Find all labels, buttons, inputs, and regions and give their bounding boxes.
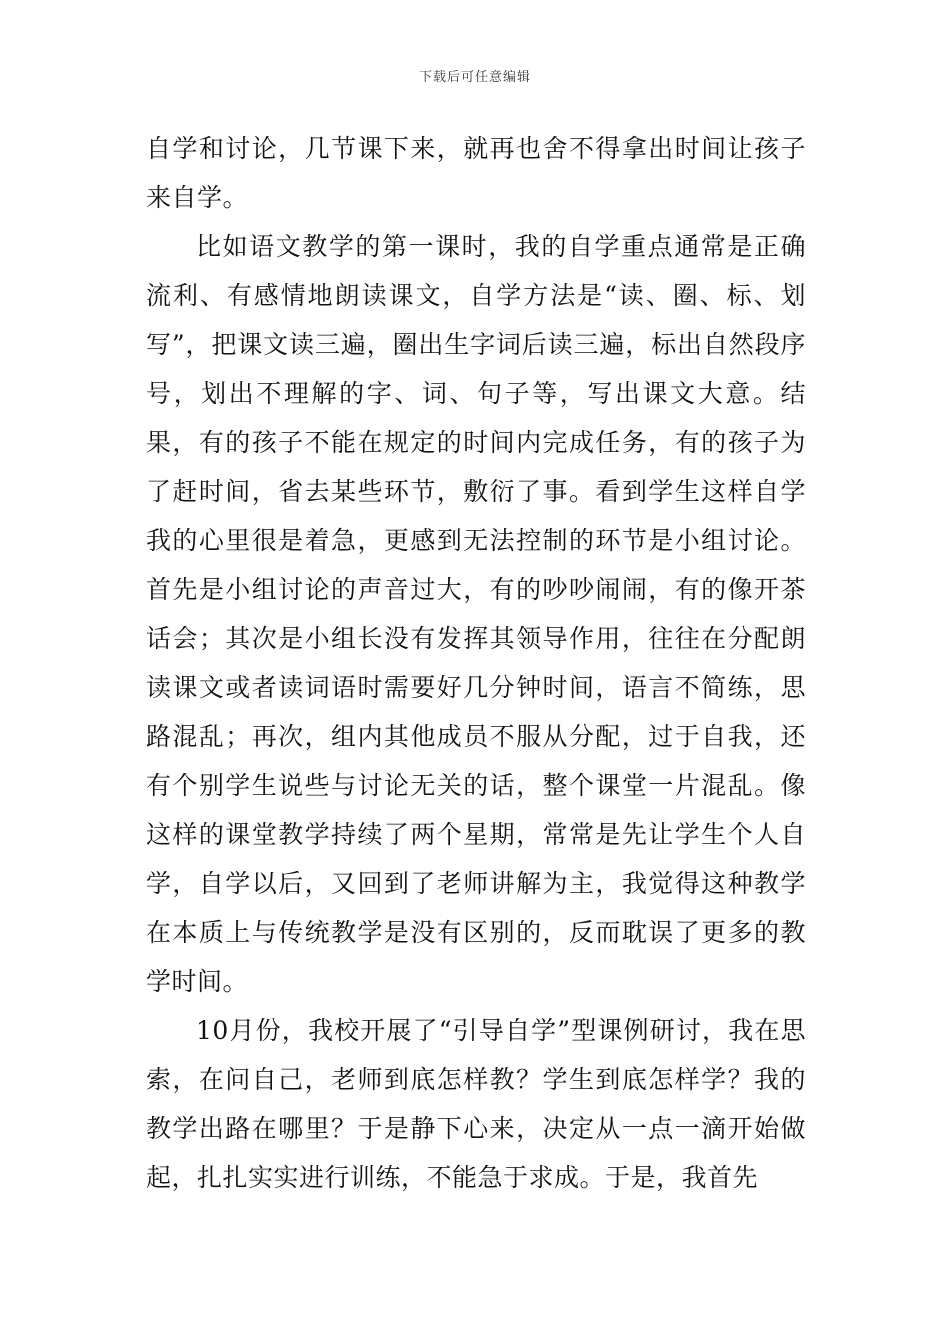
paragraph-3: 10月份，我校开展了“引导自学”型课例研讨，我在思索，在问自己，老师到底怎样教？学生到底怎样学？我的教学出路在哪里？于是静下心来，决定从一点一滴开始做起，扎扎实实进行训练，不能急于求成。于是，我首先 (146, 1016, 806, 1192)
paragraph-2: 比如语文教学的第一课时，我的自学重点通常是正确流利、有感情地朗读课文，自学方法是“读、圈、标、划写”，把课文读三遍，圈出生字词后读三遍，标出自然段序号，划出不理解的字、词、句子等，写出课文大意。结果，有的孩子不能在规定的时间内完成任务，有的孩子为了赶时间，省去某些环节，敷衍了事。看到学生这样自学我的心里很是着急，更感到无法控制的环节是小组讨论。首先是小组讨论的声音过大，有的吵吵闹闹，有的像开茶话会；其次是小组长没有发挥其领导作用，往往在分配朗读课文或者读词语时需要好几分钟时间，语言不简练，思路混乱；再次，组内其他成员不服从分配，过于自我，还有个别学生说些与讨论无关的话，整个课堂一片混乱。像这样的课堂教学持续了两个星期，常常是先让学生个人自学，自学以后，又回到了老师讲解为主，我觉得这种教学在本质上与传统教学是没有区别的，反而耽误了更多的教学时间。 (146, 232, 806, 996)
body-text (146, 124, 806, 1202)
paragraph-1: 自学和讨论，几节课下来，就再也舍不得拿出时间让孩子来自学。 (146, 134, 806, 212)
header-note: 下载后可任意编辑 (418, 70, 531, 85)
